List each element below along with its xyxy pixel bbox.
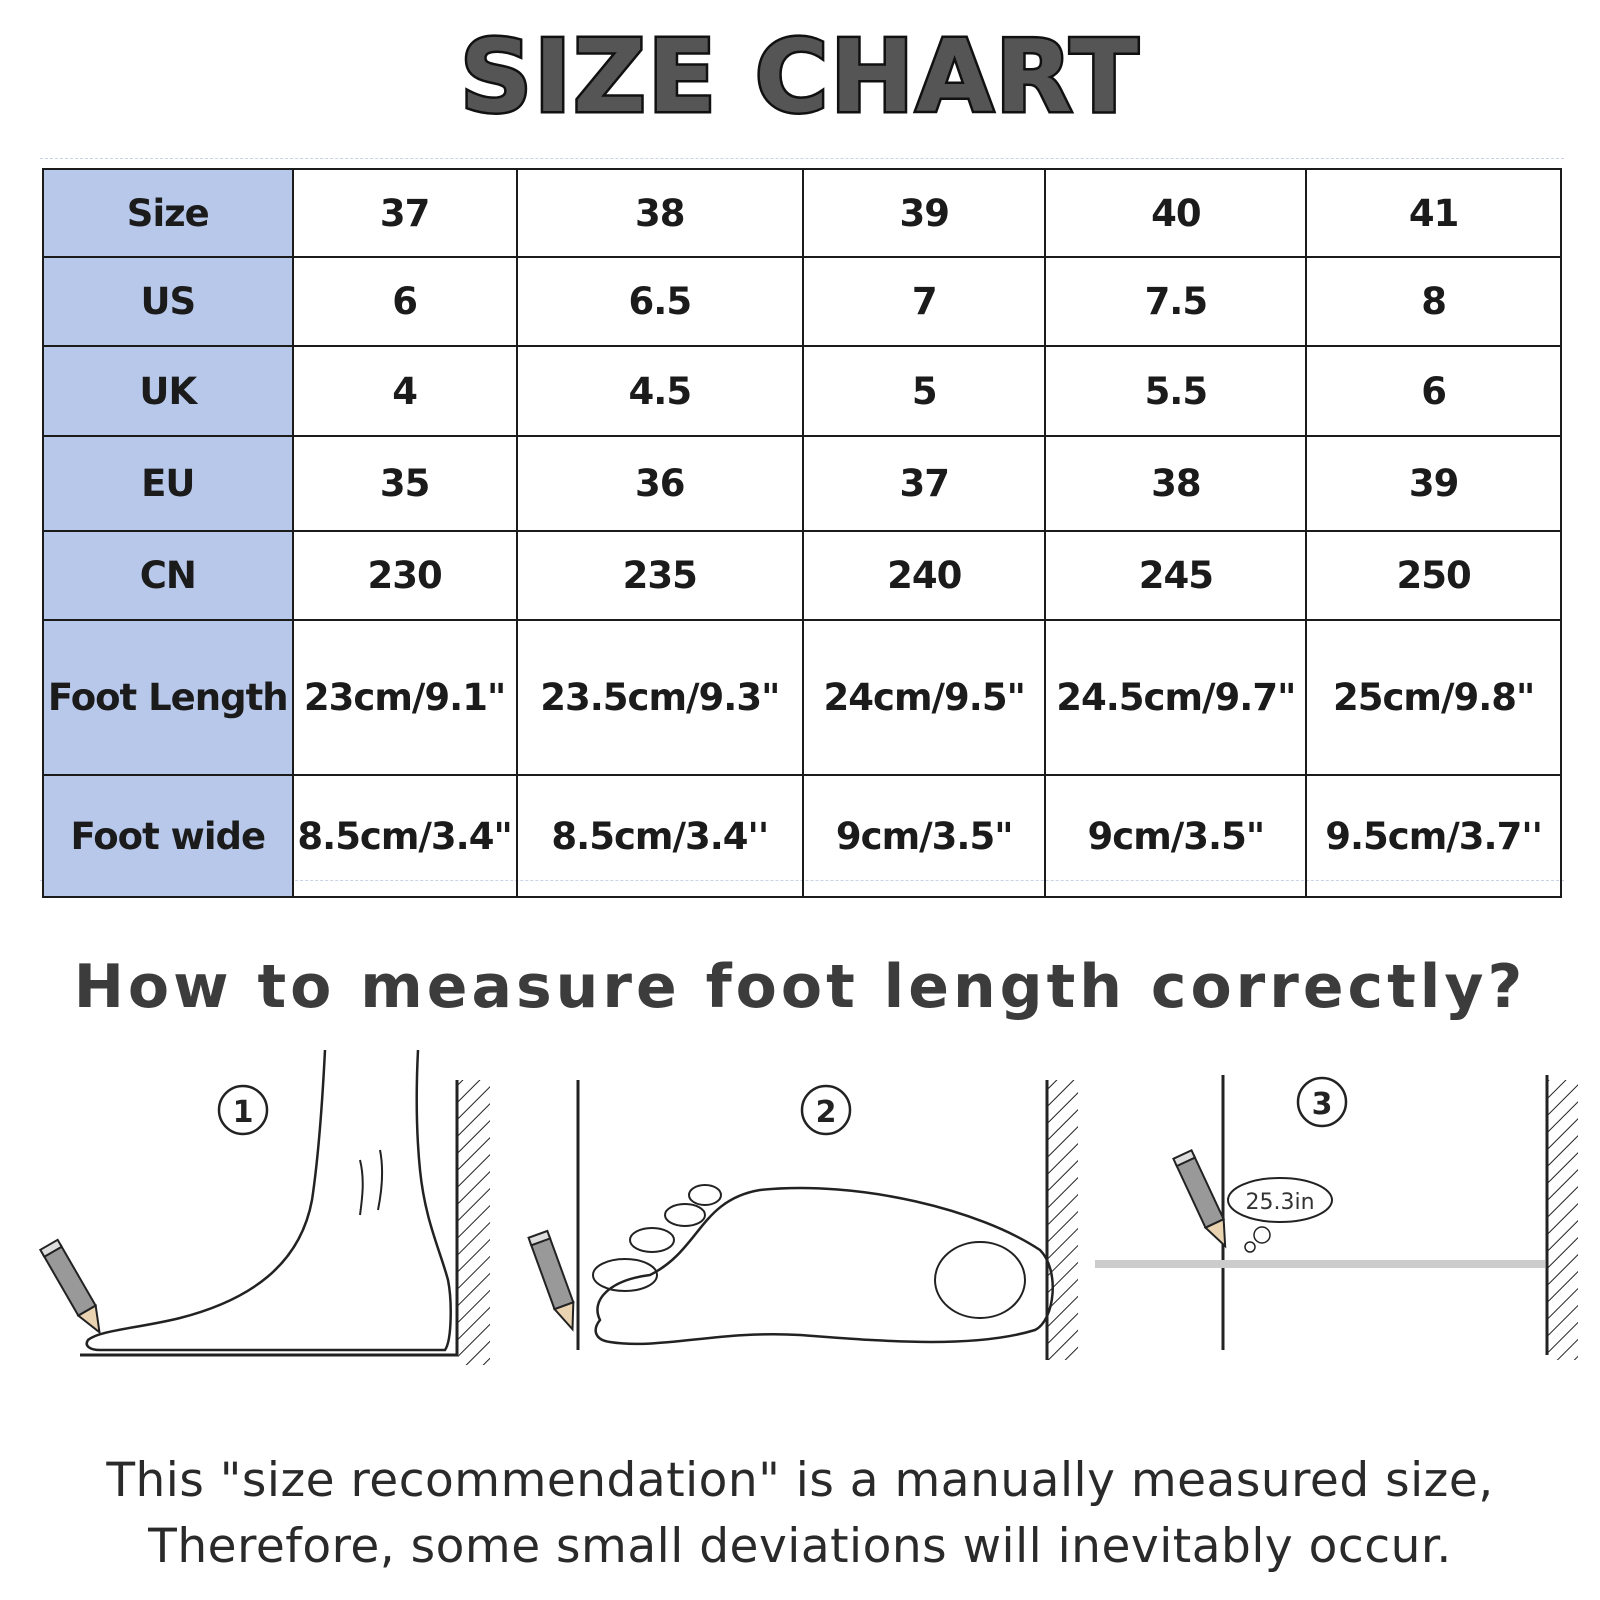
table-cell: 9cm/3.5" bbox=[803, 775, 1045, 897]
note-line-1: This "size recommendation" is a manually measured size, bbox=[106, 1453, 1494, 1508]
table-row-uk bbox=[43, 346, 1561, 436]
table-row-eu bbox=[43, 436, 1561, 531]
table-cell: 36 bbox=[517, 436, 803, 531]
table-cell: 235 bbox=[517, 531, 803, 620]
table-cell: 230 bbox=[293, 531, 517, 620]
table-cell: 25cm/9.8" bbox=[1306, 620, 1561, 775]
table-row-foot-length bbox=[43, 620, 1561, 775]
measure-illustration bbox=[0, 1050, 1600, 1410]
table-cell: 8.5cm/3.4'' bbox=[517, 775, 803, 897]
step-2-figure bbox=[529, 1080, 1078, 1360]
foot-sole-outline bbox=[596, 1188, 1053, 1344]
table-row-foot-wide bbox=[43, 775, 1561, 897]
note-line-2: Therefore, some small deviations will inevitably occur. bbox=[148, 1519, 1452, 1574]
table-cell: 37 bbox=[803, 436, 1045, 531]
row-header-size: Size bbox=[43, 169, 293, 257]
size-table bbox=[42, 168, 1562, 898]
table-cell: 7 bbox=[803, 257, 1045, 346]
disclaimer-note bbox=[0, 1448, 1600, 1580]
row-header: CN bbox=[43, 531, 293, 620]
table-cell: 6 bbox=[293, 257, 517, 346]
table-cell: 7.5 bbox=[1045, 257, 1306, 346]
table-cell: 4.5 bbox=[517, 346, 803, 436]
table-cell: 245 bbox=[1045, 531, 1306, 620]
table-row-us bbox=[43, 257, 1561, 346]
col-header-40: 40 bbox=[1045, 169, 1306, 257]
table-row-size bbox=[43, 169, 1561, 257]
step-3-figure bbox=[1095, 1075, 1578, 1360]
pencil-icon-2 bbox=[529, 1231, 582, 1333]
table-cell: 8 bbox=[1306, 257, 1561, 346]
col-header-39: 39 bbox=[803, 169, 1045, 257]
col-header-37: 37 bbox=[293, 169, 517, 257]
step-3-label: 3 bbox=[1311, 1087, 1333, 1122]
table-cell: 24.5cm/9.7" bbox=[1045, 620, 1306, 775]
measure-reading: 25.3in bbox=[1245, 1190, 1315, 1215]
table-cell: 35 bbox=[293, 436, 517, 531]
measure-heading: How to measure foot length correctly? bbox=[73, 952, 1527, 1022]
table-cell: 9.5cm/3.7'' bbox=[1306, 775, 1561, 897]
row-header: US bbox=[43, 257, 293, 346]
table-cell: 6.5 bbox=[517, 257, 803, 346]
col-header-38: 38 bbox=[517, 169, 803, 257]
row-header: Foot wide bbox=[43, 775, 293, 897]
row-header: UK bbox=[43, 346, 293, 436]
step-2-label: 2 bbox=[815, 1095, 837, 1130]
row-header: Foot Length bbox=[43, 620, 293, 775]
foot-side-outline bbox=[87, 1050, 451, 1350]
table-cell: 5 bbox=[803, 346, 1045, 436]
step-1-label: 1 bbox=[232, 1095, 254, 1130]
wall-hatch-2 bbox=[1048, 1080, 1078, 1360]
pencil-icon-3 bbox=[1173, 1150, 1234, 1250]
table-cell: 23cm/9.1" bbox=[293, 620, 517, 775]
table-cell: 38 bbox=[1045, 436, 1306, 531]
table-cell: 250 bbox=[1306, 531, 1561, 620]
row-header: EU bbox=[43, 436, 293, 531]
table-cell: 39 bbox=[1306, 436, 1561, 531]
table-cell: 8.5cm/3.4" bbox=[293, 775, 517, 897]
table-row-cn bbox=[43, 531, 1561, 620]
step-1-figure bbox=[40, 1050, 490, 1365]
table-cell: 240 bbox=[803, 531, 1045, 620]
guide-line-top bbox=[40, 158, 1564, 159]
table-cell: 9cm/3.5" bbox=[1045, 775, 1306, 897]
col-header-41: 41 bbox=[1306, 169, 1561, 257]
table-cell: 23.5cm/9.3" bbox=[517, 620, 803, 775]
page-title: SIZE CHART bbox=[459, 18, 1141, 135]
table-cell: 4 bbox=[293, 346, 517, 436]
table-cell: 6 bbox=[1306, 346, 1561, 436]
wall-hatch-3 bbox=[1548, 1080, 1578, 1360]
wall-hatch-1 bbox=[458, 1080, 490, 1365]
table-cell: 24cm/9.5" bbox=[803, 620, 1045, 775]
pencil-icon-1 bbox=[40, 1240, 108, 1337]
table-cell: 5.5 bbox=[1045, 346, 1306, 436]
